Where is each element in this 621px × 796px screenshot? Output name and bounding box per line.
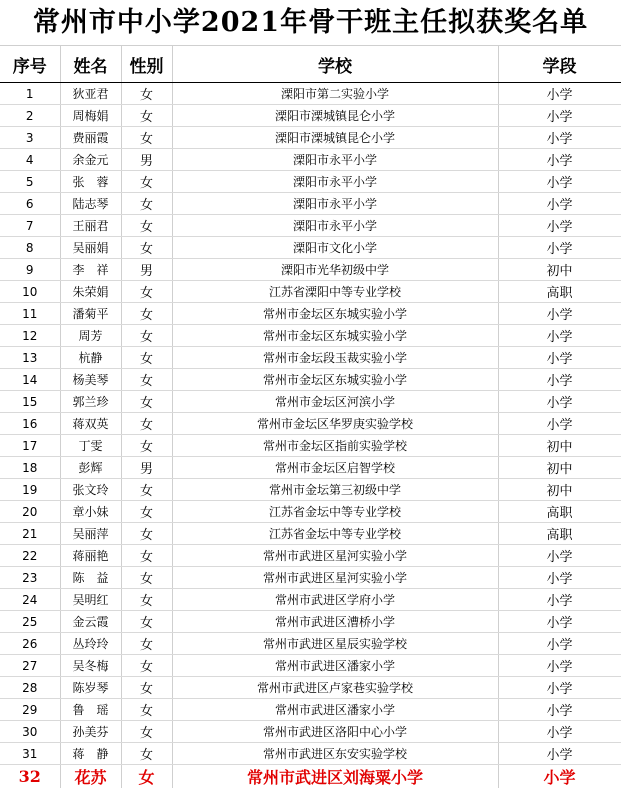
cell-no[interactable]: 17 (0, 435, 60, 457)
table-row (0, 193, 621, 215)
table-row (0, 149, 621, 171)
cell-school[interactable]: 常州市金坛第三初级中学 (172, 479, 498, 501)
cell-no[interactable]: 32 (0, 765, 60, 789)
header-no[interactable]: 序号 (0, 46, 60, 83)
cell-gender[interactable]: 女 (121, 655, 172, 677)
cell-level[interactable]: 小学 (498, 347, 621, 369)
cell-no[interactable]: 23 (0, 567, 60, 589)
cell-gender[interactable]: 女 (121, 699, 172, 721)
cell-name[interactable]: 张 蓉 (60, 171, 121, 193)
cell-name[interactable]: 张文玲 (60, 479, 121, 501)
cell-gender[interactable]: 男 (121, 259, 172, 281)
cell-school[interactable]: 常州市金坛区启智学校 (172, 457, 498, 479)
cell-gender[interactable]: 女 (121, 567, 172, 589)
cell-level[interactable]: 小学 (498, 149, 621, 171)
table-body (0, 83, 621, 789)
table-row (0, 523, 621, 545)
cell-name[interactable]: 陆志琴 (60, 193, 121, 215)
cell-level[interactable]: 小学 (498, 611, 621, 633)
cell-school[interactable]: 溧阳市永平小学 (172, 171, 498, 193)
cell-gender[interactable]: 女 (121, 105, 172, 127)
cell-school[interactable]: 常州市武进区洛阳中心小学 (172, 721, 498, 743)
cell-name[interactable]: 花苏 (60, 765, 121, 789)
cell-gender[interactable]: 女 (121, 677, 172, 699)
cell-gender[interactable]: 女 (121, 369, 172, 391)
cell-school[interactable]: 江苏省金坛中等专业学校 (172, 523, 498, 545)
cell-gender[interactable]: 女 (121, 611, 172, 633)
cell-no[interactable]: 14 (0, 369, 60, 391)
table-row (0, 457, 621, 479)
cell-gender[interactable]: 女 (121, 545, 172, 567)
table-row (0, 589, 621, 611)
cell-level[interactable]: 初中 (498, 435, 621, 457)
cell-school[interactable]: 常州市金坛区河滨小学 (172, 391, 498, 413)
cell-name[interactable]: 杭静 (60, 347, 121, 369)
cell-no[interactable]: 26 (0, 633, 60, 655)
cell-level[interactable]: 小学 (498, 413, 621, 435)
cell-name[interactable]: 王丽君 (60, 215, 121, 237)
cell-no[interactable]: 24 (0, 589, 60, 611)
cell-level[interactable]: 小学 (498, 193, 621, 215)
table-row (0, 171, 621, 193)
cell-name[interactable]: 陈 益 (60, 567, 121, 589)
cell-name[interactable]: 吴冬梅 (60, 655, 121, 677)
table-row (0, 699, 621, 721)
cell-school[interactable]: 常州市金坛区东城实验小学 (172, 325, 498, 347)
cell-gender[interactable]: 女 (121, 347, 172, 369)
cell-school[interactable]: 常州市金坛区指前实验学校 (172, 435, 498, 457)
cell-no[interactable]: 1 (0, 83, 60, 105)
cell-school[interactable]: 江苏省金坛中等专业学校 (172, 501, 498, 523)
table-row (0, 655, 621, 677)
cell-level[interactable]: 小学 (498, 303, 621, 325)
cell-gender[interactable]: 女 (121, 765, 172, 789)
cell-school[interactable]: 常州市金坛区东城实验小学 (172, 369, 498, 391)
cell-name[interactable]: 蒋 静 (60, 743, 121, 765)
cell-gender[interactable]: 女 (121, 193, 172, 215)
cell-level[interactable]: 初中 (498, 457, 621, 479)
table-row (0, 259, 621, 281)
cell-school[interactable]: 常州市武进区星河实验小学 (172, 567, 498, 589)
cell-name[interactable]: 丁雯 (60, 435, 121, 457)
cell-school[interactable]: 溧阳市光华初级中学 (172, 259, 498, 281)
cell-school[interactable]: 常州市金坛段玉裁实验小学 (172, 347, 498, 369)
cell-school[interactable]: 江苏省溧阳中等专业学校 (172, 281, 498, 303)
cell-no[interactable]: 6 (0, 193, 60, 215)
table-row (0, 105, 621, 127)
cell-no[interactable]: 31 (0, 743, 60, 765)
cell-gender[interactable]: 女 (121, 633, 172, 655)
table-row (0, 83, 621, 105)
cell-school[interactable]: 常州市武进区东安实验学校 (172, 743, 498, 765)
table-row (0, 127, 621, 149)
cell-level[interactable]: 小学 (498, 765, 621, 789)
cell-gender[interactable]: 女 (121, 215, 172, 237)
cell-school[interactable]: 溧阳市永平小学 (172, 149, 498, 171)
cell-school[interactable]: 常州市武进区刘海粟小学 (172, 765, 498, 789)
cell-name[interactable]: 李 祥 (60, 259, 121, 281)
cell-name[interactable]: 狄亚君 (60, 83, 121, 105)
cell-school[interactable]: 常州市武进区漕桥小学 (172, 611, 498, 633)
cell-level[interactable]: 小学 (498, 545, 621, 567)
cell-level[interactable]: 小学 (498, 105, 621, 127)
cell-school[interactable]: 溧阳市永平小学 (172, 193, 498, 215)
cell-no[interactable]: 3 (0, 127, 60, 149)
cell-level[interactable]: 小学 (498, 699, 621, 721)
cell-no[interactable]: 2 (0, 105, 60, 127)
cell-school[interactable]: 常州市武进区潘家小学 (172, 699, 498, 721)
cell-name[interactable]: 潘菊平 (60, 303, 121, 325)
cell-name[interactable]: 吴丽萍 (60, 523, 121, 545)
header-row (0, 46, 621, 83)
cell-no[interactable]: 11 (0, 303, 60, 325)
cell-gender[interactable]: 女 (121, 523, 172, 545)
cell-level[interactable]: 小学 (498, 633, 621, 655)
cell-no[interactable]: 7 (0, 215, 60, 237)
cell-level[interactable]: 小学 (498, 325, 621, 347)
cell-school[interactable]: 常州市武进区星河实验小学 (172, 545, 498, 567)
cell-no[interactable]: 20 (0, 501, 60, 523)
cell-name[interactable]: 郭兰珍 (60, 391, 121, 413)
cell-no[interactable]: 8 (0, 237, 60, 259)
cell-gender[interactable]: 男 (121, 149, 172, 171)
table-row (0, 743, 621, 765)
table-row (0, 325, 621, 347)
cell-name[interactable]: 丛玲玲 (60, 633, 121, 655)
table-row (0, 611, 621, 633)
cell-no[interactable]: 12 (0, 325, 60, 347)
header-level[interactable]: 学段 (498, 46, 621, 83)
cell-level[interactable]: 小学 (498, 127, 621, 149)
cell-gender[interactable]: 女 (121, 479, 172, 501)
cell-level[interactable]: 小学 (498, 677, 621, 699)
cell-name[interactable]: 章小妹 (60, 501, 121, 523)
cell-name[interactable]: 吴明红 (60, 589, 121, 611)
table-row (0, 237, 621, 259)
header-school[interactable]: 学校 (172, 46, 498, 83)
cell-no[interactable]: 28 (0, 677, 60, 699)
cell-gender[interactable]: 女 (121, 281, 172, 303)
cell-gender[interactable]: 女 (121, 391, 172, 413)
table-row (0, 677, 621, 699)
cell-no[interactable]: 25 (0, 611, 60, 633)
cell-gender[interactable]: 女 (121, 743, 172, 765)
cell-level[interactable]: 小学 (498, 83, 621, 105)
cell-name[interactable]: 蒋丽艳 (60, 545, 121, 567)
cell-school[interactable]: 常州市金坛区东城实验小学 (172, 303, 498, 325)
table-row (0, 391, 621, 413)
cell-level[interactable]: 小学 (498, 589, 621, 611)
cell-school[interactable]: 溧阳市溧城镇昆仑小学 (172, 127, 498, 149)
cell-level[interactable]: 高职 (498, 281, 621, 303)
cell-no[interactable]: 19 (0, 479, 60, 501)
table-row (0, 281, 621, 303)
table-row (0, 435, 621, 457)
sheet-title[interactable]: 常州市中小学2021年骨干班主任拟获奖名单 (0, 0, 621, 46)
cell-level[interactable]: 高职 (498, 501, 621, 523)
cell-school[interactable]: 常州市武进区星辰实验学校 (172, 633, 498, 655)
cell-no[interactable]: 27 (0, 655, 60, 677)
cell-gender[interactable]: 女 (121, 83, 172, 105)
cell-name[interactable]: 陈岁琴 (60, 677, 121, 699)
table-row (0, 633, 621, 655)
cell-level[interactable]: 小学 (498, 721, 621, 743)
cell-gender[interactable]: 女 (121, 325, 172, 347)
cell-level[interactable]: 小学 (498, 567, 621, 589)
cell-no[interactable]: 5 (0, 171, 60, 193)
cell-name[interactable]: 杨美琴 (60, 369, 121, 391)
cell-gender[interactable]: 男 (121, 457, 172, 479)
table-row (0, 545, 621, 567)
table-row (0, 215, 621, 237)
cell-school[interactable]: 常州市武进区学府小学 (172, 589, 498, 611)
cell-level[interactable]: 小学 (498, 215, 621, 237)
cell-name[interactable]: 蒋双英 (60, 413, 121, 435)
cell-gender[interactable]: 女 (121, 589, 172, 611)
cell-no[interactable]: 9 (0, 259, 60, 281)
header-name[interactable]: 姓名 (60, 46, 121, 83)
cell-school[interactable]: 溧阳市第二实验小学 (172, 83, 498, 105)
cell-no[interactable]: 10 (0, 281, 60, 303)
cell-no[interactable]: 21 (0, 523, 60, 545)
table-row (0, 501, 621, 523)
cell-no[interactable]: 30 (0, 721, 60, 743)
cell-school[interactable]: 溧阳市永平小学 (172, 215, 498, 237)
cell-gender[interactable]: 女 (121, 413, 172, 435)
cell-level[interactable]: 小学 (498, 171, 621, 193)
award-table (0, 46, 621, 788)
cell-no[interactable]: 15 (0, 391, 60, 413)
cell-gender[interactable]: 女 (121, 171, 172, 193)
cell-gender[interactable]: 女 (121, 303, 172, 325)
cell-name[interactable]: 彭辉 (60, 457, 121, 479)
header-gender[interactable]: 性别 (121, 46, 172, 83)
cell-gender[interactable]: 女 (121, 501, 172, 523)
table-row (0, 567, 621, 589)
cell-no[interactable]: 4 (0, 149, 60, 171)
cell-name[interactable]: 鲁 瑶 (60, 699, 121, 721)
cell-no[interactable]: 13 (0, 347, 60, 369)
cell-gender[interactable]: 女 (121, 721, 172, 743)
cell-name[interactable]: 周芳 (60, 325, 121, 347)
table-row (0, 303, 621, 325)
cell-gender[interactable]: 女 (121, 127, 172, 149)
cell-level[interactable]: 初中 (498, 259, 621, 281)
cell-name[interactable]: 孙美芬 (60, 721, 121, 743)
cell-name[interactable]: 费丽霞 (60, 127, 121, 149)
cell-level[interactable]: 小学 (498, 237, 621, 259)
cell-school[interactable]: 常州市金坛区华罗庚实验学校 (172, 413, 498, 435)
cell-school[interactable]: 溧阳市溧城镇昆仑小学 (172, 105, 498, 127)
cell-gender[interactable]: 女 (121, 237, 172, 259)
cell-no[interactable]: 22 (0, 545, 60, 567)
cell-school[interactable]: 常州市武进区卢家巷实验学校 (172, 677, 498, 699)
cell-level[interactable]: 小学 (498, 655, 621, 677)
cell-name[interactable]: 朱荣娟 (60, 281, 121, 303)
cell-name[interactable]: 吴丽娟 (60, 237, 121, 259)
table-row (0, 369, 621, 391)
table-row (0, 721, 621, 743)
table-row (0, 479, 621, 501)
cell-level[interactable]: 小学 (498, 391, 621, 413)
cell-name[interactable]: 周梅娟 (60, 105, 121, 127)
cell-no[interactable]: 18 (0, 457, 60, 479)
cell-level[interactable]: 小学 (498, 743, 621, 765)
cell-school[interactable]: 常州市武进区潘家小学 (172, 655, 498, 677)
cell-no[interactable]: 29 (0, 699, 60, 721)
cell-level[interactable]: 高职 (498, 523, 621, 545)
cell-no[interactable]: 16 (0, 413, 60, 435)
cell-name[interactable]: 金云霞 (60, 611, 121, 633)
cell-level[interactable]: 初中 (498, 479, 621, 501)
cell-name[interactable]: 余金元 (60, 149, 121, 171)
table-row (0, 347, 621, 369)
cell-level[interactable]: 小学 (498, 369, 621, 391)
cell-school[interactable]: 溧阳市文化小学 (172, 237, 498, 259)
cell-gender[interactable]: 女 (121, 435, 172, 457)
table-row (0, 413, 621, 435)
table-row (0, 765, 621, 789)
